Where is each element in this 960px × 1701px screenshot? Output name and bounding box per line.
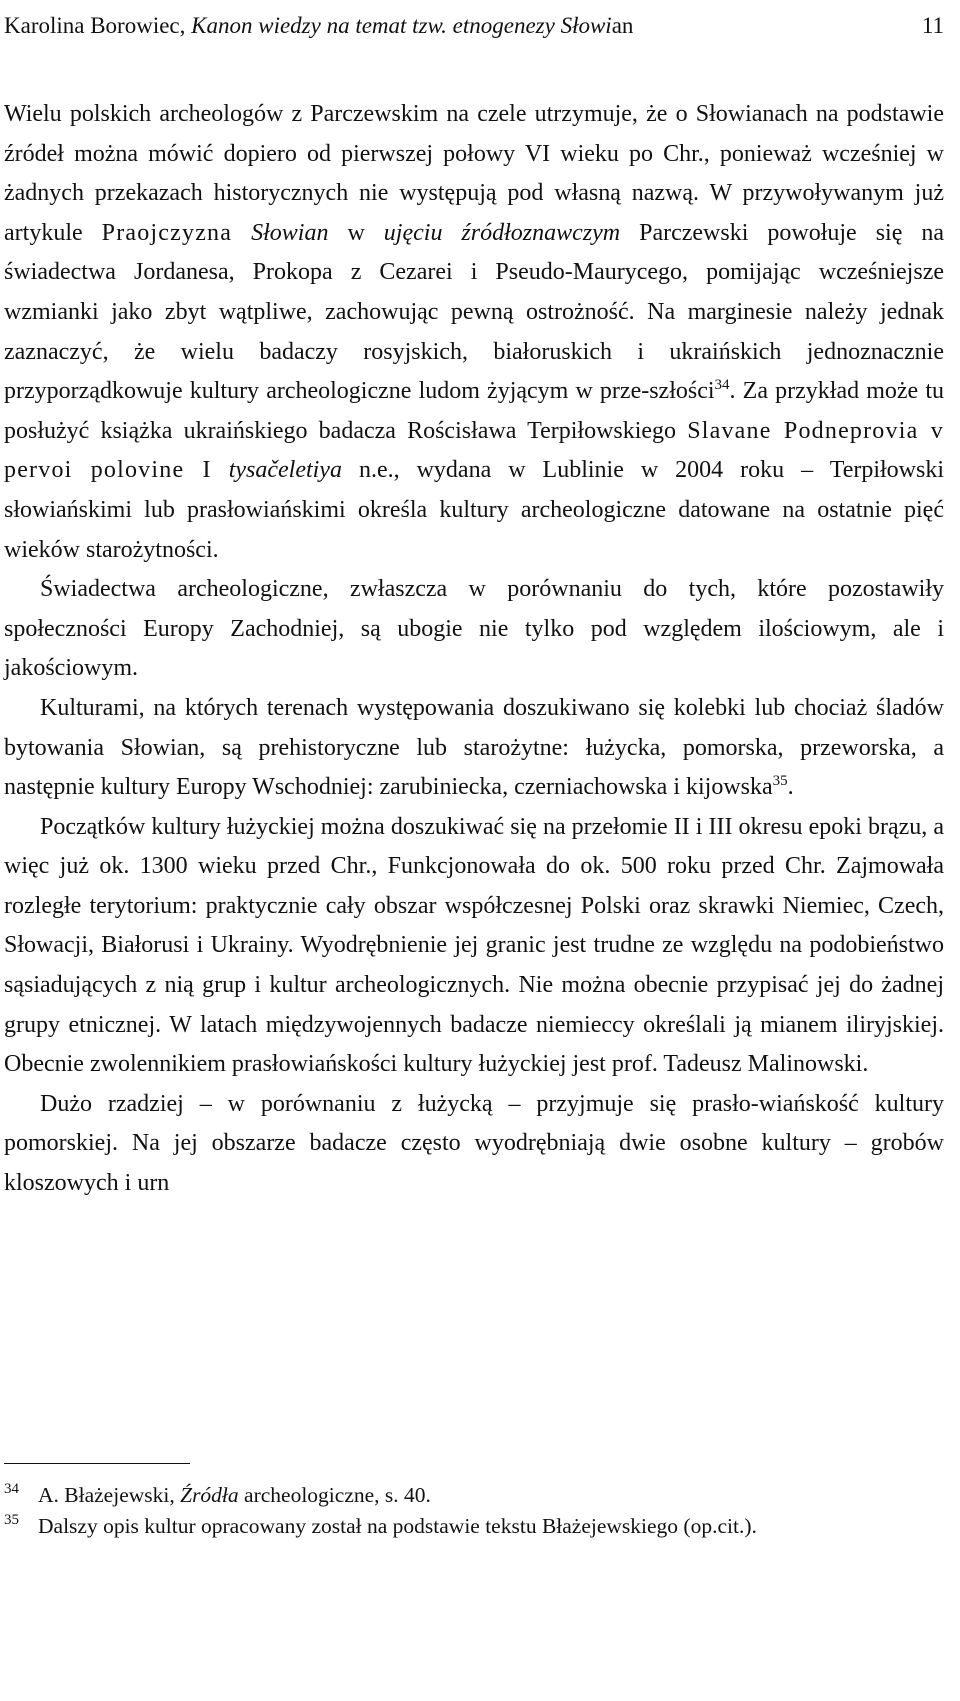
footnote-text: Dalszy opis kultur opracowany został na podstawie tekstu Błażejewskiego (op.cit.). <box>38 1514 757 1538</box>
footnote-divider <box>4 1463 190 1464</box>
p1-text-a: Wielu polskich archeologów z Parczewskim na czele utrzymuje, że o Słowianach na podstawie źródeł można mówić dopiero od pierwszej połowy VI wieku po Chr., ponieważ wcześniej w żadnych przekazach historycznych nie występują pod własną nazwą. W przywoływanym już artykule <box>4 101 944 246</box>
p1-text-d: w <box>328 219 384 246</box>
paragraph-5: Dużo rzadziej – w porównaniu z łużycką – przyjmuje się prasło-wiańskość kultury pomorskiej. Na jej obszarze badacze często wyodrębniają dwie osobne kultury – grobów kloszowych i urn <box>4 1090 944 1197</box>
header-title-italic: Kanon wiedzy na temat tzw. etnogenezy Słowi <box>191 13 612 38</box>
p3-text-b: . <box>787 774 794 801</box>
running-header <box>4 8 944 44</box>
paragraph-4: Początków kultury łużyckiej można doszukiwać się na przełomie II i III okresu epoki brązu, a więc już ok. 1300 wieku przed Chr., Funkcjonowała do ok. 500 roku przed Chr. Zajmowała rozległe terytorium: praktycznie cały obszar współczesnej Polski oraz skrawki Niemiec, Czech, Słowacji, Białorusi i Ukrainy. Wyodrębnienie jej granic jest trudne ze względu na podobieństwo sąsiadujących z nią grup i kultur archeologicznych. Nie można obecnie przypisać jej do żadnej grupy etnicznej. W latach międzywojennych badacze niemieccy określali ją mianem iliryjskiej. Obecnie zwolennikiem prasłowiańskości kultury łużyckiej jest prof. Tadeusz Malinowski. <box>4 813 944 1078</box>
p1-text-g: . Za przykład może tu posłużyć książka ukraińskiego badacza Rościsława Terpiłowskiego <box>4 378 945 444</box>
footnote-number: 35 <box>4 1512 19 1528</box>
p1-title-ujeciu: ujęciu źródłoznawczym <box>383 219 621 246</box>
p1-text-j: n.e., wydana w Lublinie w 2004 roku – Terpiłowski słowiańskimi lub prasłowiańskimi określa kultury archeologiczne datowane na ostatnie pięć wieków starożytności. <box>4 457 945 563</box>
footnote-text: A. Błażejewski, <box>38 1483 181 1507</box>
footnote-ref-35[interactable]: 35 <box>772 773 788 790</box>
footnote-34 <box>4 1480 944 1511</box>
footnote-text-tail: archeologiczne, s. 40. <box>238 1483 431 1507</box>
header-title <box>4 13 633 38</box>
p1-text-f: Parczewski powołuje się na świadectwa Jordanesa, Prokopa z Cezarei i Pseudo-Maurycego, pomijając wcześniejsze wzmianki jako zbyt wątpliwe, zachowując pewną ostrożność. Na marginesie należy jednak zaznaczyć, że wielu badaczy rosyjskich, białoruskich i ukraińskich jednoznacznie przyporządkowuje kultury archeologiczne ludom żyjącym w prze-szłości <box>4 219 945 405</box>
footnotes <box>4 1480 944 1542</box>
paragraph-2: Świadectwa archeologiczne, zwłaszcza w porównaniu do tych, które pozostawiły społeczności Europy Zachodniej, są ubogie nie tylko pod względem ilościowym, ale i jakościowym. <box>4 576 944 682</box>
p1-title-slowian: Słowian <box>251 219 329 246</box>
footnote-italic: Źródła <box>180 1483 239 1507</box>
p1-book-title: Slavane Podneprovia v pervoi polovine I <box>4 417 944 484</box>
header-author: Karolina Borowiec, <box>4 13 192 38</box>
body-text <box>4 95 944 1204</box>
p1-title-praojczyzna: Praojczyzna <box>101 219 233 246</box>
p1-book-title-italic: tysačeletiya <box>228 457 342 484</box>
paragraph-3 <box>4 689 944 808</box>
footnote-number: 34 <box>4 1481 19 1497</box>
footnote-35 <box>4 1511 944 1542</box>
footnote-ref-34[interactable]: 34 <box>714 377 730 394</box>
p3-text-a: Kulturami, na których terenach występowania doszukiwano się kolebki lub chociaż śladów bytowania Słowian, są prehistoryczne lub starożytne: łużycka, pomorska, przeworska, a następnie kultury Europy Wschodniej: zarubiniecka, czerniachowska i kijowska <box>4 694 944 801</box>
paragraph-1 <box>4 95 944 570</box>
header-title-tail: an <box>611 13 634 38</box>
page-number: 11 <box>921 13 944 38</box>
